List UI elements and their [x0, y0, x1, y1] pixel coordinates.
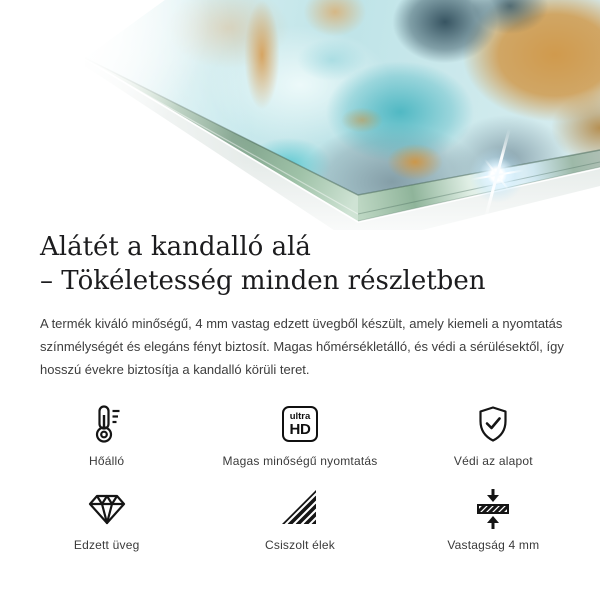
description-line: A termék kiváló minőségű, 4 mm vastag edzett üvegből készült, amely kiemeli a nyomtatás — [40, 316, 563, 331]
ultra-hd-icon — [282, 401, 318, 447]
page-title — [40, 230, 485, 298]
diamond-icon — [85, 485, 129, 531]
feature-label: Védi az alapot — [453, 454, 533, 468]
page-title-line2: – Tökéletesség minden részletben — [40, 266, 486, 296]
uhd-label-bottom: HD — [289, 420, 311, 438]
feature-label: Csiszolt élek — [265, 538, 335, 552]
feature-ultra-hd-print — [203, 401, 396, 468]
thickness-arrows-icon — [471, 485, 515, 531]
polished-edges-icon — [278, 485, 322, 531]
feature-tempered-glass — [10, 485, 203, 552]
feature-protects-base — [397, 401, 590, 468]
uhd-label-top: ultra — [289, 410, 311, 422]
hero-image — [0, 0, 600, 230]
thermometer-icon — [85, 401, 129, 447]
description-line: színmélységét és elegáns fényt biztosít. Magas hőmérsékletálló, és védi a sérülésektől, így — [40, 339, 564, 354]
feature-polished-edges — [203, 485, 396, 552]
feature-label: Edzett üveg — [73, 538, 140, 552]
glass-edge-left — [85, 58, 358, 221]
feature-label: Vastagság 4 mm — [447, 538, 540, 552]
product-description — [40, 312, 564, 381]
feature-thickness-4mm — [397, 485, 590, 552]
description-line: hosszú évekre biztosítja a kandalló körüli teret. — [40, 362, 310, 377]
feature-heat-resistant — [10, 401, 203, 468]
feature-label: Magas minőségű nyomtatás — [222, 454, 378, 468]
features-grid — [10, 401, 590, 552]
feature-label: Hőálló — [89, 454, 125, 468]
page-title-line1: Alátét a kandalló alá — [40, 232, 311, 262]
shield-check-icon — [471, 401, 515, 447]
glass-panel-edges — [0, 0, 600, 230]
